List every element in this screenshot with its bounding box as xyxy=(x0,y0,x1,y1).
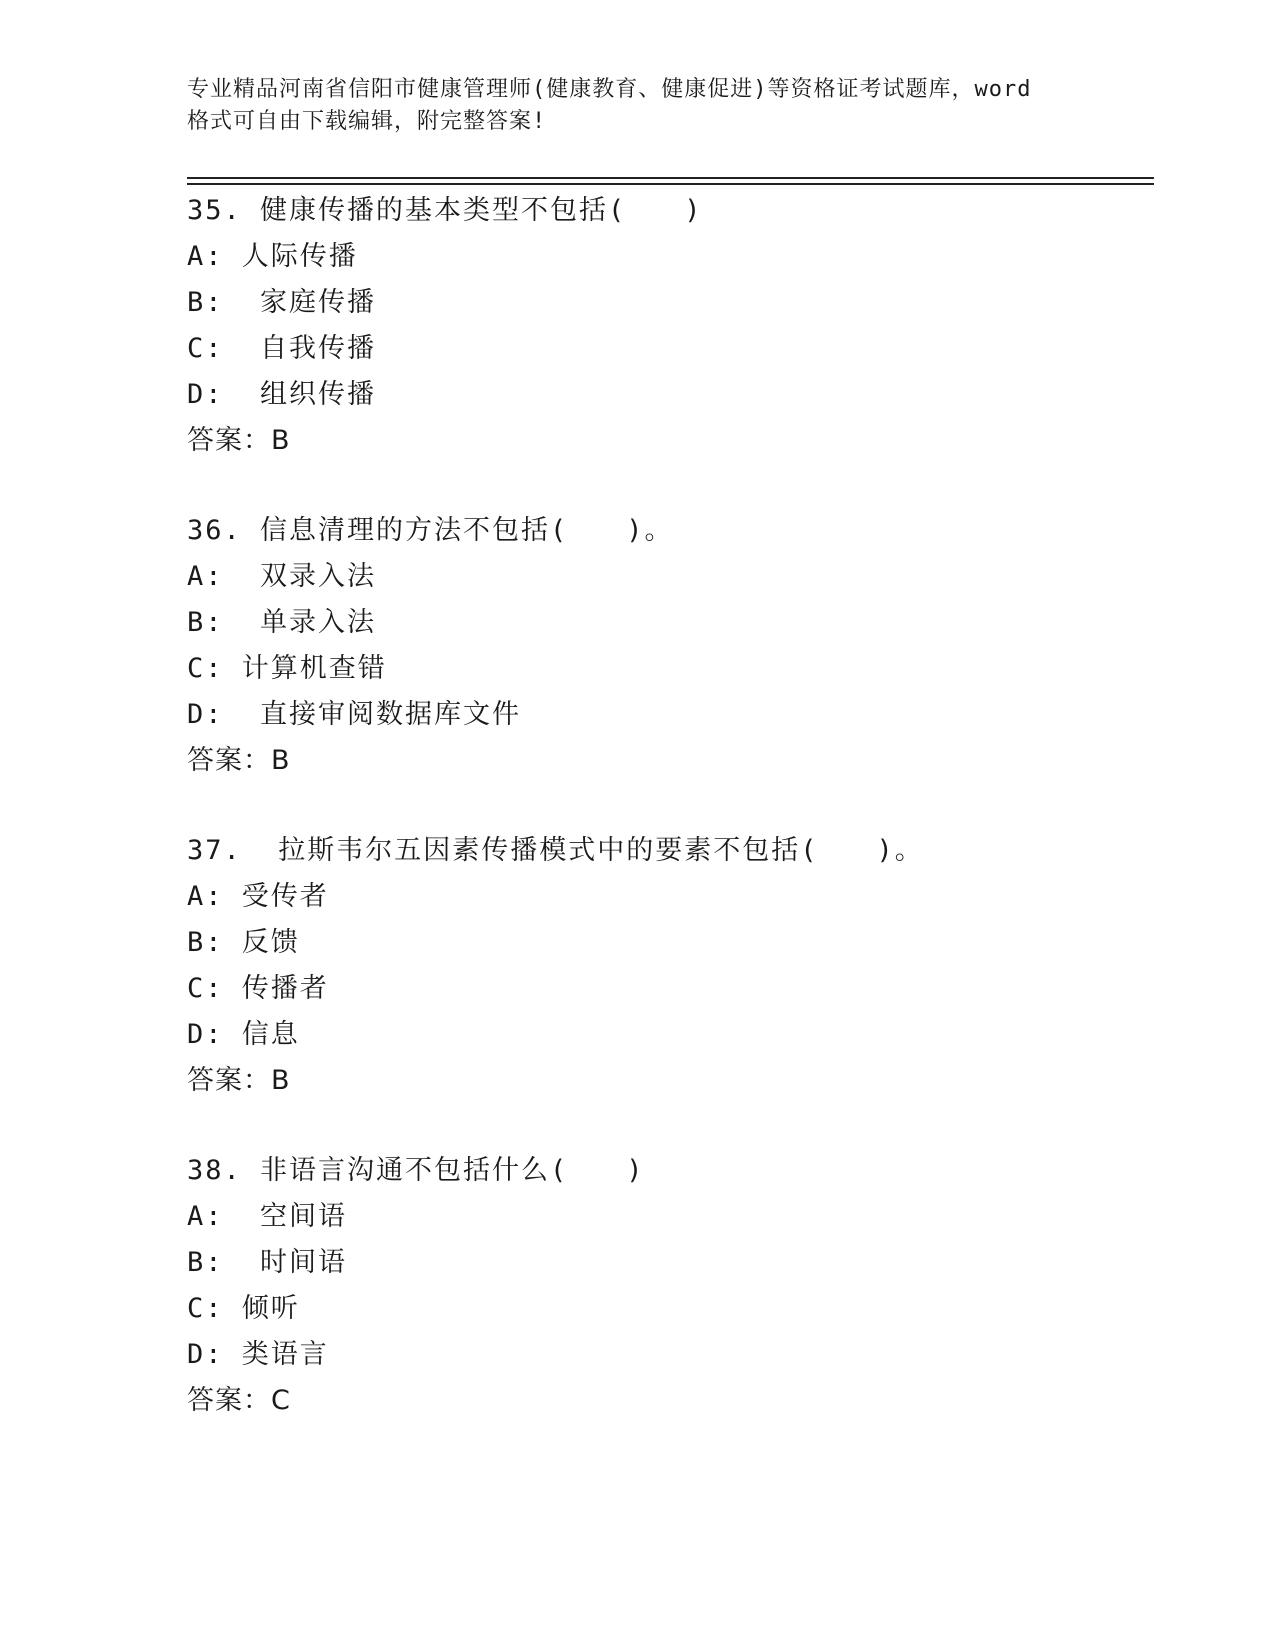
question-stem: 35. 健康传播的基本类型不包括( ) xyxy=(187,195,703,226)
header-divider-top xyxy=(187,177,1154,179)
answer-line: 答案：B xyxy=(187,1065,291,1096)
question-stem: 36. 信息清理的方法不包括( )。 xyxy=(187,515,674,546)
option-a: A: 双录入法 xyxy=(187,561,377,592)
question-35 xyxy=(187,188,1147,464)
question-36 xyxy=(187,508,1147,784)
question-38 xyxy=(187,1148,1147,1424)
document-header xyxy=(187,74,1087,138)
option-b: B: 单录入法 xyxy=(187,607,377,638)
option-b: B: 反馈 xyxy=(187,927,300,958)
answer-line: 答案：C xyxy=(187,1385,291,1416)
option-d: D: 类语言 xyxy=(187,1339,329,1370)
option-c: C: 自我传播 xyxy=(187,333,377,364)
option-d: D: 组织传播 xyxy=(187,379,377,410)
option-a: A: 空间语 xyxy=(187,1201,348,1232)
answer-line: 答案：B xyxy=(187,425,291,456)
option-c: C: 传播者 xyxy=(187,973,329,1004)
option-a: A: 受传者 xyxy=(187,881,329,912)
answer-line: 答案：B xyxy=(187,745,291,776)
option-b: B: 家庭传播 xyxy=(187,287,377,318)
option-d: D: 直接审阅数据库文件 xyxy=(187,699,522,730)
header-line-1: 专业精品河南省信阳市健康管理师(健康教育、健康促进)等资格证考试题库，word xyxy=(187,77,1032,102)
question-stem: 37. 拉斯韦尔五因素传播模式中的要素不包括( )。 xyxy=(187,835,924,866)
option-d: D: 信息 xyxy=(187,1019,300,1050)
option-a: A: 人际传播 xyxy=(187,241,358,272)
option-c: C: 倾听 xyxy=(187,1293,300,1324)
question-37 xyxy=(187,828,1147,1104)
header-divider-bottom xyxy=(187,183,1154,185)
header-line-2: 格式可自由下载编辑，附完整答案! xyxy=(187,109,547,134)
option-c: C: 计算机查错 xyxy=(187,653,387,684)
option-b: B: 时间语 xyxy=(187,1247,348,1278)
question-stem: 38. 非语言沟通不包括什么( ) xyxy=(187,1155,645,1186)
